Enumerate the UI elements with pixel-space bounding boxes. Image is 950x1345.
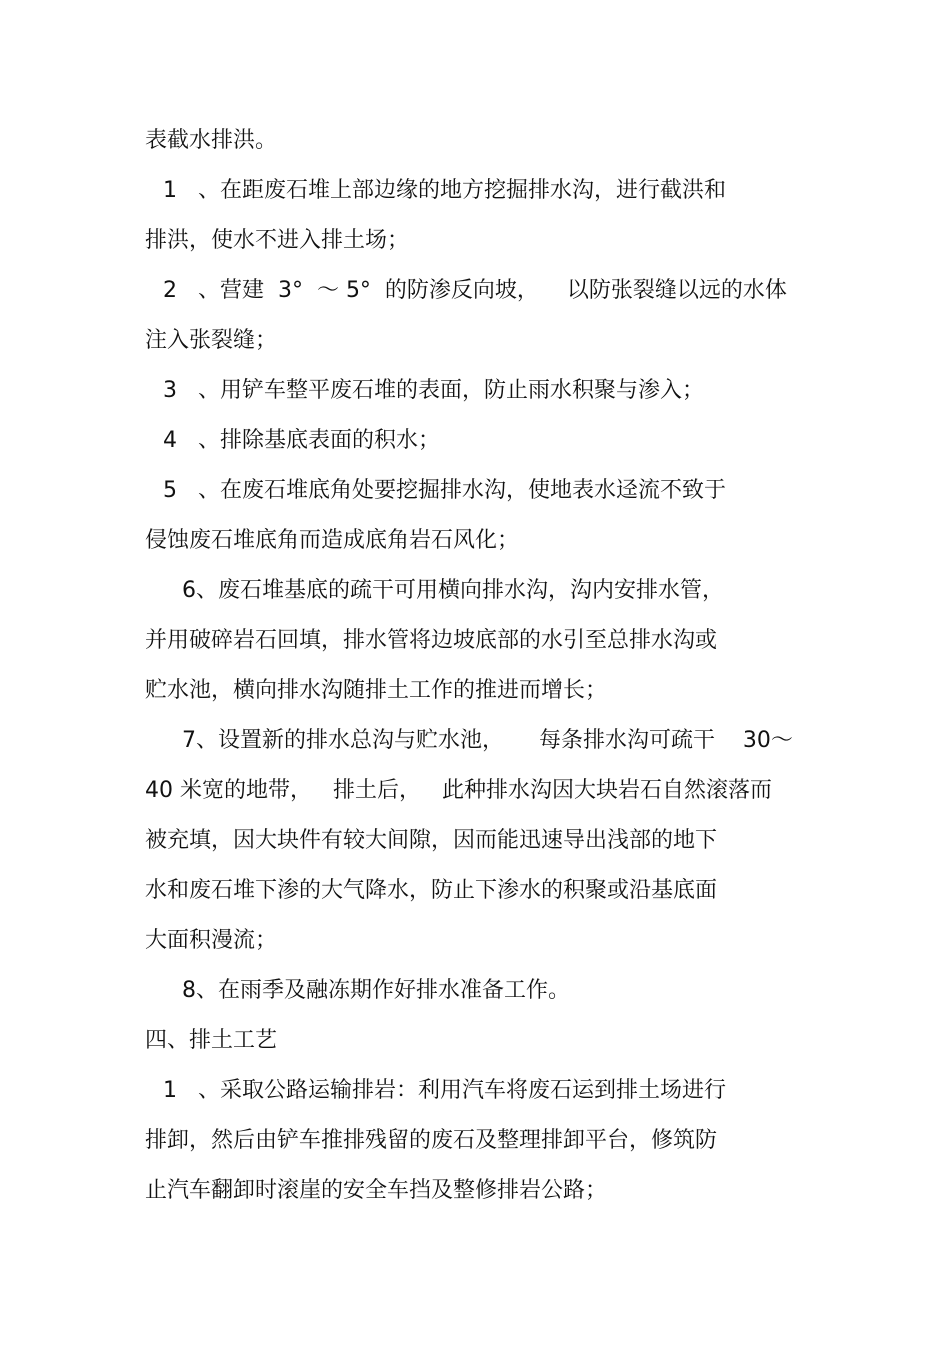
text-line: 被充填，因大块件有较大间隙，因而能迅速导出浅部的地下: [145, 828, 718, 853]
text-line: 1 、在距废石堆上部边缘的地方挖掘排水沟，进行截洪和: [163, 178, 726, 203]
text-line: 并用破碎岩石回填，排水管将边坡底部的水引至总排水沟或: [145, 628, 718, 653]
text-line: 6、废石堆基底的疏干可用横向排水沟，沟内安排水管，: [182, 578, 724, 603]
text-line: 7、设置新的排水总沟与贮水池， 每条排水沟可疏干 30～: [182, 728, 793, 753]
text-line: 3 、用铲车整平废石堆的表面，防止雨水积聚与渗入；: [163, 378, 704, 403]
text-line: 4 、排除基底表面的积水；: [163, 428, 440, 453]
text-line: 注入张裂缝；: [145, 328, 278, 353]
text-line: 表截水排洪。: [145, 128, 278, 153]
text-line: 排卸，然后由铲车推排残留的废石及整理排卸平台，修筑防: [145, 1128, 718, 1153]
text-line: 1 、采取公路运输排岩：利用汽车将废石运到排土场进行: [163, 1078, 726, 1103]
text-line: 侵蚀废石堆底角而造成底角岩石风化；: [145, 528, 520, 553]
text-line: 水和废石堆下渗的大气降水，防止下渗水的积聚或沿基底面: [145, 878, 718, 903]
text-line: 大面积漫流；: [145, 928, 278, 953]
text-line: 2 、营建 3° ～ 5° 的防渗反向坡， 以防张裂缝以远的水体: [163, 278, 787, 303]
section-heading: 四、排土工艺: [145, 1028, 278, 1053]
text-line: 40 米宽的地带， 排土后， 此种排水沟因大块岩石自然滚落而: [145, 778, 772, 803]
text-line: 止汽车翻卸时滚崖的安全车挡及整修排岩公路；: [145, 1178, 608, 1203]
text-line: 8、在雨季及融冻期作好排水准备工作。: [182, 978, 570, 1003]
text-line: 5 、在废石堆底角处要挖掘排水沟，使地表水迳流不致于: [163, 478, 726, 503]
text-line: 排洪，使水不进入排土场；: [145, 228, 410, 253]
text-line: 贮水池，横向排水沟随排土工作的推进而增长；: [145, 678, 608, 703]
